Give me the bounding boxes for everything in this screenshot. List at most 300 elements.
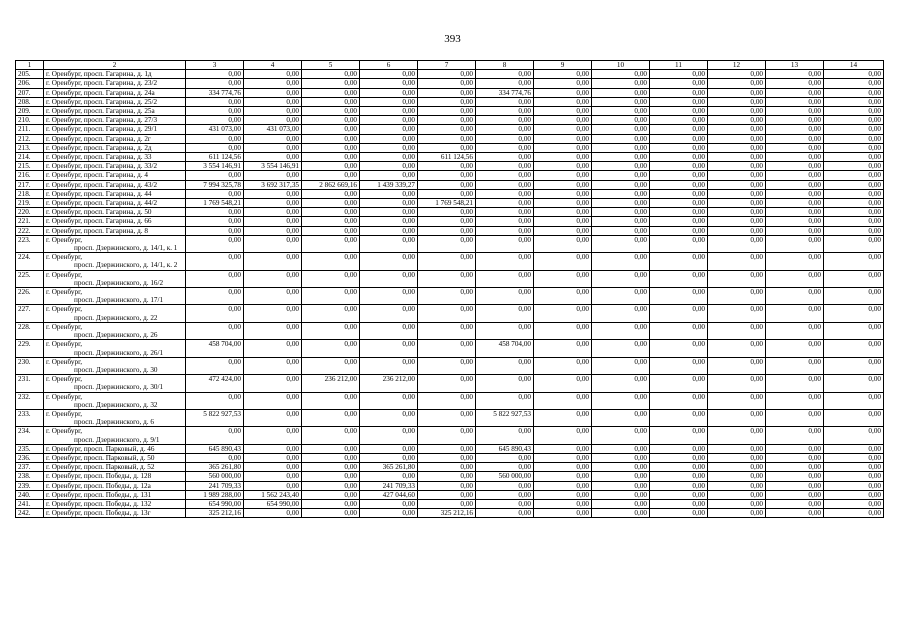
value-cell-col-6: 0,00 xyxy=(360,427,418,444)
value-cell-col-9: 0,00 xyxy=(534,322,592,339)
value-cell-col-4: 0,00 xyxy=(244,217,302,226)
value-cell-col-12: 0,00 xyxy=(708,288,766,305)
value-cell-col-8: 0,00 xyxy=(476,162,534,171)
value-cell-col-12: 0,00 xyxy=(708,499,766,508)
value-cell-col-8: 0,00 xyxy=(476,180,534,189)
table-row xyxy=(16,392,884,409)
value-cell-col-4: 3 692 317,35 xyxy=(244,180,302,189)
table-row xyxy=(16,481,884,490)
address-cell xyxy=(44,392,186,409)
address-cell xyxy=(44,180,186,189)
value-cell-col-4: 0,00 xyxy=(244,97,302,106)
value-cell-col-5: 0,00 xyxy=(302,490,360,499)
value-cell-col-8: 458 704,00 xyxy=(476,340,534,357)
value-cell-col-11: 0,00 xyxy=(650,171,708,180)
column-header-8: 8 xyxy=(476,61,534,70)
table-row xyxy=(16,217,884,226)
value-cell-col-9: 0,00 xyxy=(534,134,592,143)
value-cell-col-4: 0,00 xyxy=(244,453,302,462)
value-cell-col-9: 0,00 xyxy=(534,180,592,189)
value-cell-col-7: 0,00 xyxy=(418,208,476,217)
value-cell-col-3: 0,00 xyxy=(186,208,244,217)
value-cell-col-14: 0,00 xyxy=(824,199,884,208)
value-cell-col-9: 0,00 xyxy=(534,88,592,97)
table-row xyxy=(16,189,884,198)
value-cell-col-3: 0,00 xyxy=(186,217,244,226)
value-cell-col-9: 0,00 xyxy=(534,235,592,252)
value-cell-col-4: 654 990,00 xyxy=(244,499,302,508)
value-cell-col-8: 0,00 xyxy=(476,490,534,499)
value-cell-col-14: 0,00 xyxy=(824,226,884,235)
value-cell-col-4: 0,00 xyxy=(244,357,302,374)
value-cell-col-3: 0,00 xyxy=(186,116,244,125)
row-number: 236. xyxy=(16,453,44,462)
value-cell-col-13: 0,00 xyxy=(766,453,824,462)
column-header-6: 6 xyxy=(360,61,418,70)
value-cell-col-5: 0,00 xyxy=(302,427,360,444)
value-cell-col-12: 0,00 xyxy=(708,444,766,453)
value-cell-col-9: 0,00 xyxy=(534,357,592,374)
value-cell-col-11: 0,00 xyxy=(650,226,708,235)
address-cell xyxy=(44,97,186,106)
value-cell-col-5: 0,00 xyxy=(302,340,360,357)
value-cell-col-10: 0,00 xyxy=(592,88,650,97)
address-line: просп. Дзержинского, д. 9/1 xyxy=(74,435,160,444)
value-cell-col-7: 0,00 xyxy=(418,226,476,235)
value-cell-col-4: 0,00 xyxy=(244,199,302,208)
address-line: г. Оренбург, просп. Победы, д. 12а xyxy=(46,481,151,490)
value-cell-col-9: 0,00 xyxy=(534,375,592,392)
row-number: 240. xyxy=(16,490,44,499)
value-cell-col-6: 0,00 xyxy=(360,162,418,171)
address-line: г. Оренбург, просп. Гагарина, д. 27/3 xyxy=(46,116,158,125)
row-number: 220. xyxy=(16,208,44,217)
table-row xyxy=(16,409,884,426)
address-cell xyxy=(44,143,186,152)
address-cell xyxy=(44,490,186,499)
address-line: г. Оренбург, просп. Парковый, д. 50 xyxy=(46,453,155,462)
value-cell-col-4: 1 562 243,40 xyxy=(244,490,302,499)
value-cell-col-9: 0,00 xyxy=(534,116,592,125)
value-cell-col-7: 0,00 xyxy=(418,235,476,252)
value-cell-col-11: 0,00 xyxy=(650,70,708,79)
address-cell xyxy=(44,444,186,453)
value-cell-col-7: 0,00 xyxy=(418,490,476,499)
value-cell-col-8: 0,00 xyxy=(476,70,534,79)
value-cell-col-9: 0,00 xyxy=(534,463,592,472)
address-line: просп. Дзержинского, д. 6 xyxy=(74,418,154,427)
address-line: просп. Дзержинского, д. 32 xyxy=(74,400,158,409)
value-cell-col-6: 0,00 xyxy=(360,305,418,322)
value-cell-col-12: 0,00 xyxy=(708,208,766,217)
row-number: 231. xyxy=(16,375,44,392)
address-line: г. Оренбург, просп. Победы, д. 132 xyxy=(46,499,152,508)
value-cell-col-5: 0,00 xyxy=(302,305,360,322)
value-cell-col-14: 0,00 xyxy=(824,375,884,392)
table-row xyxy=(16,463,884,472)
value-cell-col-9: 0,00 xyxy=(534,472,592,481)
value-cell-col-13: 0,00 xyxy=(766,180,824,189)
value-cell-col-13: 0,00 xyxy=(766,322,824,339)
value-cell-col-12: 0,00 xyxy=(708,217,766,226)
value-cell-col-11: 0,00 xyxy=(650,125,708,134)
table-row xyxy=(16,125,884,134)
value-cell-col-6: 0,00 xyxy=(360,270,418,287)
value-cell-col-7: 0,00 xyxy=(418,217,476,226)
value-cell-col-9: 0,00 xyxy=(534,226,592,235)
value-cell-col-5: 0,00 xyxy=(302,116,360,125)
table-row xyxy=(16,499,884,508)
value-cell-col-12: 0,00 xyxy=(708,392,766,409)
address-cell xyxy=(44,375,186,392)
value-cell-col-9: 0,00 xyxy=(534,392,592,409)
value-cell-col-3: 0,00 xyxy=(186,235,244,252)
value-cell-col-5: 0,00 xyxy=(302,153,360,162)
address-line: г. Оренбург, просп. Победы, д. 128 xyxy=(46,472,152,481)
value-cell-col-12: 0,00 xyxy=(708,189,766,198)
address-cell xyxy=(44,288,186,305)
value-cell-col-14: 0,00 xyxy=(824,217,884,226)
value-cell-col-4: 0,00 xyxy=(244,322,302,339)
table-row xyxy=(16,340,884,357)
row-number: 224. xyxy=(16,253,44,270)
column-header-1: 1 xyxy=(16,61,44,70)
value-cell-col-7: 0,00 xyxy=(418,472,476,481)
value-cell-col-8: 0,00 xyxy=(476,392,534,409)
value-cell-col-7: 0,00 xyxy=(418,162,476,171)
address-line: г. Оренбург, просп. Гагарина, д. 2д xyxy=(46,143,152,152)
address-cell xyxy=(44,79,186,88)
value-cell-col-7: 0,00 xyxy=(418,305,476,322)
value-cell-col-14: 0,00 xyxy=(824,253,884,270)
value-cell-col-13: 0,00 xyxy=(766,116,824,125)
address-line: г. Оренбург, xyxy=(46,322,83,331)
value-cell-col-10: 0,00 xyxy=(592,189,650,198)
address-line: г. Оренбург, xyxy=(46,270,83,279)
value-cell-col-12: 0,00 xyxy=(708,116,766,125)
table-row xyxy=(16,444,884,453)
value-cell-col-5: 0,00 xyxy=(302,463,360,472)
value-cell-col-7: 0,00 xyxy=(418,189,476,198)
value-cell-col-7: 0,00 xyxy=(418,180,476,189)
row-number: 238. xyxy=(16,472,44,481)
address-line: г. Оренбург, просп. Гагарина, д. 1д xyxy=(46,70,152,79)
value-cell-col-13: 0,00 xyxy=(766,490,824,499)
value-cell-col-7: 0,00 xyxy=(418,288,476,305)
address-line: г. Оренбург, просп. Гагарина, д. 25а xyxy=(46,107,155,116)
value-cell-col-6: 0,00 xyxy=(360,226,418,235)
value-cell-col-12: 0,00 xyxy=(708,305,766,322)
value-cell-col-14: 0,00 xyxy=(824,208,884,217)
value-cell-col-3: 560 000,00 xyxy=(186,472,244,481)
value-cell-col-11: 0,00 xyxy=(650,116,708,125)
value-cell-col-11: 0,00 xyxy=(650,253,708,270)
column-header-13: 13 xyxy=(766,61,824,70)
value-cell-col-4: 0,00 xyxy=(244,305,302,322)
value-cell-col-8: 560 000,00 xyxy=(476,472,534,481)
value-cell-col-3: 472 424,00 xyxy=(186,375,244,392)
value-cell-col-3: 0,00 xyxy=(186,143,244,152)
value-cell-col-3: 0,00 xyxy=(186,322,244,339)
address-cell xyxy=(44,253,186,270)
value-cell-col-11: 0,00 xyxy=(650,499,708,508)
value-cell-col-9: 0,00 xyxy=(534,171,592,180)
address-cell xyxy=(44,88,186,97)
value-cell-col-8: 0,00 xyxy=(476,288,534,305)
value-cell-col-13: 0,00 xyxy=(766,226,824,235)
value-cell-col-12: 0,00 xyxy=(708,453,766,462)
value-cell-col-6: 0,00 xyxy=(360,97,418,106)
value-cell-col-10: 0,00 xyxy=(592,392,650,409)
address-cell xyxy=(44,472,186,481)
value-cell-col-3: 611 124,56 xyxy=(186,153,244,162)
value-cell-col-9: 0,00 xyxy=(534,288,592,305)
value-cell-col-10: 0,00 xyxy=(592,180,650,189)
value-cell-col-12: 0,00 xyxy=(708,375,766,392)
value-cell-col-7: 0,00 xyxy=(418,357,476,374)
value-cell-col-14: 0,00 xyxy=(824,481,884,490)
value-cell-col-5: 0,00 xyxy=(302,88,360,97)
value-cell-col-11: 0,00 xyxy=(650,97,708,106)
value-cell-col-11: 0,00 xyxy=(650,79,708,88)
row-number: 242. xyxy=(16,509,44,518)
value-cell-col-5: 0,00 xyxy=(302,357,360,374)
value-cell-col-13: 0,00 xyxy=(766,162,824,171)
table-row xyxy=(16,153,884,162)
row-number: 241. xyxy=(16,499,44,508)
address-cell xyxy=(44,499,186,508)
value-cell-col-4: 0,00 xyxy=(244,153,302,162)
value-cell-col-3: 0,00 xyxy=(186,171,244,180)
value-cell-col-13: 0,00 xyxy=(766,288,824,305)
address-cell xyxy=(44,270,186,287)
value-cell-col-11: 0,00 xyxy=(650,107,708,116)
value-cell-col-9: 0,00 xyxy=(534,97,592,106)
value-cell-col-10: 0,00 xyxy=(592,97,650,106)
value-cell-col-13: 0,00 xyxy=(766,189,824,198)
value-cell-col-12: 0,00 xyxy=(708,253,766,270)
value-cell-col-7: 0,00 xyxy=(418,453,476,462)
value-cell-col-3: 5 822 927,53 xyxy=(186,409,244,426)
value-cell-col-5: 0,00 xyxy=(302,270,360,287)
table-row xyxy=(16,134,884,143)
value-cell-col-12: 0,00 xyxy=(708,125,766,134)
value-cell-col-14: 0,00 xyxy=(824,392,884,409)
value-cell-col-12: 0,00 xyxy=(708,472,766,481)
table-row xyxy=(16,288,884,305)
value-cell-col-3: 0,00 xyxy=(186,226,244,235)
value-cell-col-6: 0,00 xyxy=(360,499,418,508)
address-line: г. Оренбург, просп. Гагарина, д. 33/2 xyxy=(46,162,158,171)
value-cell-col-14: 0,00 xyxy=(824,70,884,79)
value-cell-col-5: 0,00 xyxy=(302,107,360,116)
value-cell-col-7: 0,00 xyxy=(418,270,476,287)
value-cell-col-11: 0,00 xyxy=(650,217,708,226)
value-cell-col-9: 0,00 xyxy=(534,143,592,152)
value-cell-col-8: 334 774,76 xyxy=(476,88,534,97)
value-cell-col-6: 0,00 xyxy=(360,171,418,180)
value-cell-col-14: 0,00 xyxy=(824,322,884,339)
value-cell-col-14: 0,00 xyxy=(824,162,884,171)
value-cell-col-10: 0,00 xyxy=(592,427,650,444)
value-cell-col-5: 0,00 xyxy=(302,70,360,79)
address-line: г. Оренбург, xyxy=(46,253,83,262)
value-cell-col-14: 0,00 xyxy=(824,107,884,116)
value-cell-col-5: 0,00 xyxy=(302,162,360,171)
value-cell-col-8: 0,00 xyxy=(476,125,534,134)
value-cell-col-7: 0,00 xyxy=(418,143,476,152)
value-cell-col-8: 0,00 xyxy=(476,79,534,88)
value-cell-col-5: 0,00 xyxy=(302,189,360,198)
table-row xyxy=(16,199,884,208)
value-cell-col-11: 0,00 xyxy=(650,134,708,143)
value-cell-col-4: 0,00 xyxy=(244,116,302,125)
value-cell-col-13: 0,00 xyxy=(766,499,824,508)
value-cell-col-4: 0,00 xyxy=(244,226,302,235)
value-cell-col-6: 0,00 xyxy=(360,189,418,198)
address-line: просп. Дзержинского, д. 26/1 xyxy=(74,348,164,357)
value-cell-col-7: 0,00 xyxy=(418,409,476,426)
value-cell-col-14: 0,00 xyxy=(824,463,884,472)
value-cell-col-5: 0,00 xyxy=(302,253,360,270)
address-line: г. Оренбург, xyxy=(46,340,83,349)
value-cell-col-12: 0,00 xyxy=(708,162,766,171)
value-cell-col-5: 0,00 xyxy=(302,171,360,180)
value-cell-col-14: 0,00 xyxy=(824,499,884,508)
table-row xyxy=(16,180,884,189)
value-cell-col-4: 431 073,00 xyxy=(244,125,302,134)
value-cell-col-6: 0,00 xyxy=(360,288,418,305)
value-cell-col-10: 0,00 xyxy=(592,235,650,252)
row-number: 235. xyxy=(16,444,44,453)
value-cell-col-14: 0,00 xyxy=(824,288,884,305)
value-cell-col-6: 236 212,00 xyxy=(360,375,418,392)
value-cell-col-10: 0,00 xyxy=(592,472,650,481)
value-cell-col-6: 0,00 xyxy=(360,107,418,116)
value-cell-col-9: 0,00 xyxy=(534,340,592,357)
value-cell-col-12: 0,00 xyxy=(708,97,766,106)
value-cell-col-12: 0,00 xyxy=(708,79,766,88)
value-cell-col-7: 0,00 xyxy=(418,340,476,357)
value-cell-col-11: 0,00 xyxy=(650,453,708,462)
value-cell-col-9: 0,00 xyxy=(534,270,592,287)
value-cell-col-13: 0,00 xyxy=(766,70,824,79)
value-cell-col-12: 0,00 xyxy=(708,322,766,339)
address-cell xyxy=(44,427,186,444)
table-row xyxy=(16,88,884,97)
value-cell-col-4: 0,00 xyxy=(244,392,302,409)
value-cell-col-14: 0,00 xyxy=(824,305,884,322)
value-cell-col-4: 0,00 xyxy=(244,375,302,392)
value-cell-col-5: 0,00 xyxy=(302,472,360,481)
address-line: г. Оренбург, просп. Гагарина, д. 50 xyxy=(46,208,152,217)
value-cell-col-6: 0,00 xyxy=(360,208,418,217)
value-cell-col-13: 0,00 xyxy=(766,134,824,143)
column-header-14: 14 xyxy=(824,61,884,70)
value-cell-col-12: 0,00 xyxy=(708,134,766,143)
value-cell-col-8: 0,00 xyxy=(476,189,534,198)
value-cell-col-11: 0,00 xyxy=(650,88,708,97)
value-cell-col-12: 0,00 xyxy=(708,70,766,79)
row-number: 219. xyxy=(16,199,44,208)
value-cell-col-11: 0,00 xyxy=(650,375,708,392)
value-cell-col-14: 0,00 xyxy=(824,79,884,88)
value-cell-col-12: 0,00 xyxy=(708,463,766,472)
value-cell-col-6: 0,00 xyxy=(360,134,418,143)
value-cell-col-6: 0,00 xyxy=(360,392,418,409)
value-cell-col-6: 427 044,60 xyxy=(360,490,418,499)
address-cell xyxy=(44,134,186,143)
value-cell-col-10: 0,00 xyxy=(592,288,650,305)
address-line: г. Оренбург, просп. Гагарина, д. 43/2 xyxy=(46,180,158,189)
value-cell-col-8: 0,00 xyxy=(476,171,534,180)
row-number: 229. xyxy=(16,340,44,357)
value-cell-col-5: 236 212,00 xyxy=(302,375,360,392)
value-cell-col-11: 0,00 xyxy=(650,270,708,287)
value-cell-col-3: 0,00 xyxy=(186,70,244,79)
table-header-row xyxy=(16,61,884,70)
row-number: 214. xyxy=(16,153,44,162)
column-header-12: 12 xyxy=(708,61,766,70)
address-line: г. Оренбург, xyxy=(46,392,83,401)
value-cell-col-8: 0,00 xyxy=(476,208,534,217)
value-cell-col-10: 0,00 xyxy=(592,217,650,226)
value-cell-col-13: 0,00 xyxy=(766,481,824,490)
value-cell-col-14: 0,00 xyxy=(824,270,884,287)
value-cell-col-12: 0,00 xyxy=(708,88,766,97)
value-cell-col-9: 0,00 xyxy=(534,217,592,226)
address-line: г. Оренбург, xyxy=(46,409,83,418)
value-cell-col-13: 0,00 xyxy=(766,143,824,152)
table-row xyxy=(16,490,884,499)
value-cell-col-12: 0,00 xyxy=(708,143,766,152)
value-cell-col-8: 0,00 xyxy=(476,134,534,143)
value-cell-col-11: 0,00 xyxy=(650,143,708,152)
table-row xyxy=(16,253,884,270)
value-cell-col-13: 0,00 xyxy=(766,153,824,162)
value-cell-col-11: 0,00 xyxy=(650,305,708,322)
value-cell-col-13: 0,00 xyxy=(766,305,824,322)
value-cell-col-14: 0,00 xyxy=(824,409,884,426)
value-cell-col-10: 0,00 xyxy=(592,153,650,162)
address-cell xyxy=(44,409,186,426)
value-cell-col-11: 0,00 xyxy=(650,153,708,162)
value-cell-col-11: 0,00 xyxy=(650,357,708,374)
value-cell-col-14: 0,00 xyxy=(824,235,884,252)
value-cell-col-3: 1 769 548,21 xyxy=(186,199,244,208)
value-cell-col-7: 0,00 xyxy=(418,253,476,270)
value-cell-col-4: 0,00 xyxy=(244,88,302,97)
address-line: г. Оренбург, просп. Гагарина, д. 44 xyxy=(46,189,152,198)
value-cell-col-10: 0,00 xyxy=(592,322,650,339)
value-cell-col-9: 0,00 xyxy=(534,427,592,444)
value-cell-col-3: 0,00 xyxy=(186,305,244,322)
value-cell-col-4: 0,00 xyxy=(244,235,302,252)
value-cell-col-11: 0,00 xyxy=(650,481,708,490)
value-cell-col-4: 0,00 xyxy=(244,340,302,357)
value-cell-col-4: 0,00 xyxy=(244,509,302,518)
value-cell-col-11: 0,00 xyxy=(650,199,708,208)
data-table xyxy=(15,60,884,518)
row-number: 212. xyxy=(16,134,44,143)
value-cell-col-14: 0,00 xyxy=(824,88,884,97)
address-cell xyxy=(44,116,186,125)
value-cell-col-6: 0,00 xyxy=(360,340,418,357)
value-cell-col-7: 0,00 xyxy=(418,79,476,88)
value-cell-col-14: 0,00 xyxy=(824,453,884,462)
value-cell-col-13: 0,00 xyxy=(766,270,824,287)
value-cell-col-12: 0,00 xyxy=(708,235,766,252)
